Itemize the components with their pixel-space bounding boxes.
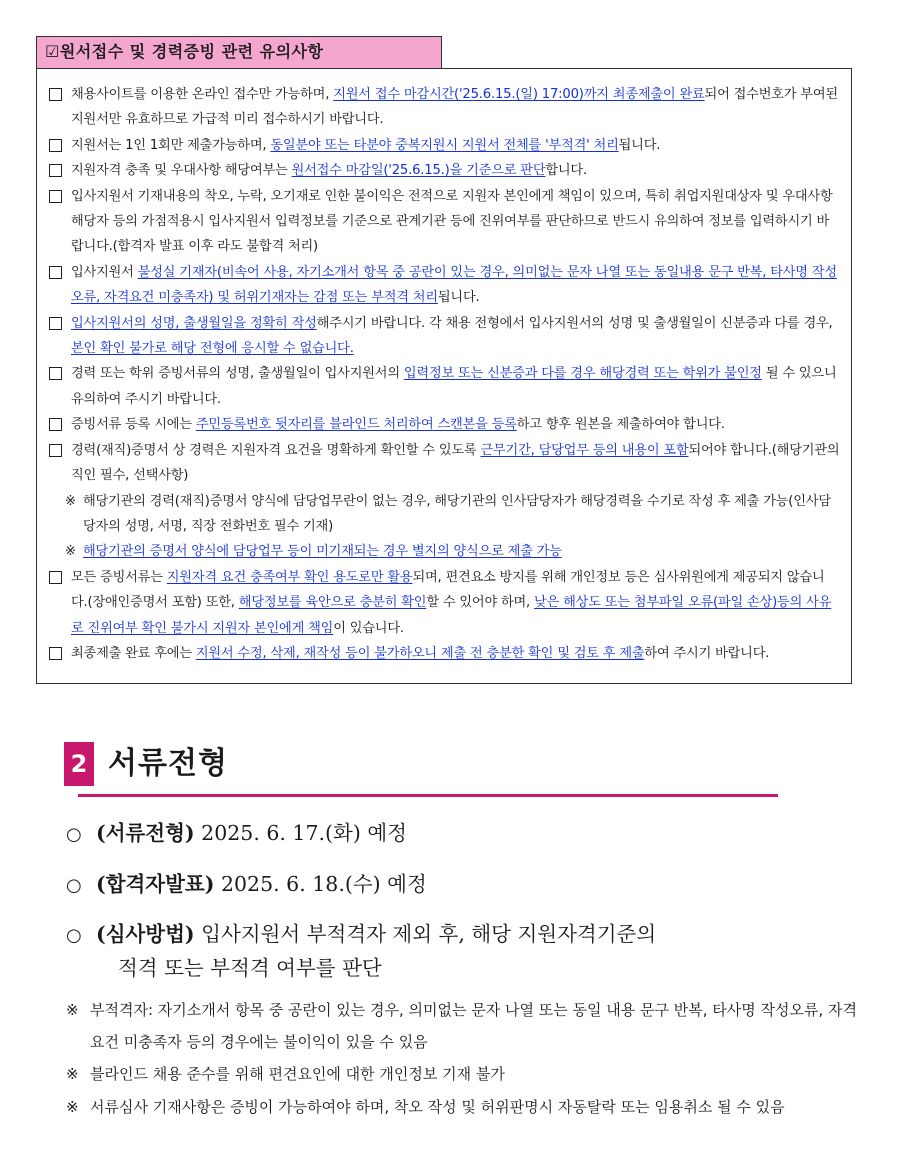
schedule-item: ○ (서류전형) 2025. 6. 17.(화) 예정 — [66, 817, 856, 851]
section-header — [64, 738, 778, 798]
checkbox-icon — [49, 571, 62, 584]
notice-item: 입사지원서 불성실 기재자(비속어 사용, 자기소개서 항목 중 공란이 있는 경우, 의미없는 문자 나열 또는 동일내용 문구 반복, 타사명 작성오류, 자격요건 미충족자) 및 허위기재자는 감점 또는 부적격 처리됩니다. — [49, 260, 841, 311]
note-item: ※ 블라인드 채용 준수를 위해 편견요인에 대한 개인정보 기재 불가 — [66, 1058, 860, 1090]
reference-mark: ※ — [65, 493, 76, 509]
reference-mark: ※ — [66, 1065, 79, 1084]
note-item: ※ 부적격자: 자기소개서 항목 중 공란이 있는 경우, 의미없는 문자 나열 또는 동일 내용 문구 반복, 타사명 작성오류, 자격요건 미충족자 등의 경우에는 불이익이 있을 수 있음 — [66, 994, 860, 1058]
checkbox-icon — [49, 266, 62, 279]
section-divider — [78, 794, 778, 797]
notice-item: 채용사이트를 이용한 온라인 접수만 가능하며, 지원서 접수 마감시간('25.6.15.(일) 17:00)까지 최종제출이 완료되어 접수번호가 부여된 지원서만 유효하므로 가급적 미리 접수하시기 바랍니다. — [49, 82, 841, 133]
checkbox-icon — [49, 444, 62, 457]
notice-item: 모든 증빙서류는 지원자격 요건 충족여부 확인 용도로만 활용되며, 편견요소 방지를 위해 개인정보 등은 심사위원에게 제공되지 않습니다.(장애인증명서 포함) 또한, 해당정보를 육안으로 충분히 확인할 수 있어야 하며, 낮은 해상도 또는 첨부파일 오류(파일 손상)등의 사유로 진위여부 확인 불가시 지원자 본인에게 책임이 있습니다. — [49, 565, 841, 641]
checkbox-icon — [49, 88, 62, 101]
checkbox-icon — [49, 317, 62, 330]
notice-item: 지원자격 충족 및 우대사항 해당여부는 원서접수 마감일('25.6.15.)을 기준으로 판단합니다. — [49, 158, 841, 183]
note-item: ※ 서류심사 기재사항은 증빙이 가능하여야 하며, 착오 작성 및 허위판명시 자동탈락 또는 임용취소 될 수 있음 — [66, 1091, 860, 1123]
bullet-icon: ○ — [66, 824, 82, 845]
notice-reference: ※ 해당기관의 경력(재직)증명서 양식에 담당업무란이 없는 경우, 해당기관의 인사담당자가 해당경력을 수기로 작성 후 제출 가능(인사담당자의 성명, 서명, 직장 전화번호 필수 기재) — [49, 489, 841, 540]
section-title: 서류전형 — [108, 746, 228, 781]
notice-item: 입사지원서 기재내용의 착오, 누락, 오기재로 인한 불이익은 전적으로 지원자 본인에게 책임이 있으며, 특히 취업지원대상자 및 우대사항 해당자 등의 가점적용시 입사지원서 입력정보를 기준으로 관계기관 등에 진위여부를 판단하므로 반드시 유의하여 정보를 입력하시기 바랍니다.(합격자 발표 이후 라도 불합격 처리) — [49, 184, 841, 260]
checkbox-icon — [49, 418, 62, 431]
checkbox-icon — [49, 367, 62, 380]
reference-mark: ※ — [66, 1097, 79, 1116]
checkbox-icon — [49, 190, 62, 203]
checkbox-icon — [49, 139, 62, 152]
bullet-icon: ○ — [66, 925, 82, 946]
notice-reference: ※ 해당기관의 증명서 양식에 담당업무 등이 미기재되는 경우 별지의 양식으로 제출 가능 — [49, 539, 841, 564]
notice-item: 경력 또는 학위 증빙서류의 성명, 출생월일이 입사지원서의 입력정보 또는 신분증과 다를 경우 해당경력 또는 학위가 불인정 될 수 있으니 유의하여 주시기 바랍니다. — [49, 361, 841, 412]
schedule-item: ○ (합격자발표) 2025. 6. 18.(수) 예정 — [66, 868, 856, 902]
reference-mark: ※ — [66, 1001, 79, 1019]
reference-mark: ※ — [65, 544, 76, 560]
bullet-icon: ○ — [66, 875, 82, 896]
notice-item: 증빙서류 등록 시에는 주민등록번호 뒷자리를 블라인드 처리하여 스캔본을 등록하고 향후 원본을 제출하여야 합니다. — [49, 412, 841, 437]
notice-title: ☑원서접수 및 경력증빙 관련 유의사항 — [36, 36, 442, 68]
checkbox-icon — [49, 647, 62, 660]
notice-item: 최종제출 완료 후에는 지원서 수정, 삭제, 재작성 등이 불가하오니 제출 전 충분한 확인 및 검토 후 제출하여 주시기 바랍니다. — [49, 641, 841, 666]
screening-notes — [66, 994, 860, 1123]
section-number: 2 — [64, 742, 94, 786]
notice-box — [36, 68, 852, 684]
notice-item: 경력(재직)증명서 상 경력은 지원자격 요건을 명확하게 확인할 수 있도록 근무기간, 담당업무 등의 내용이 포함되어야 합니다.(해당기관의 직인 필수, 선택사항) — [49, 438, 841, 489]
notice-item: 지원서는 1인 1회만 제출가능하며, 동일분야 또는 타분야 중복지원시 지원서 전체를 '부적격' 처리됩니다. — [49, 133, 841, 158]
notice-item: 입사지원서의 성명, 출생월일을 정확히 작성해주시기 바랍니다. 각 채용 전형에서 입사지원서의 성명 및 출생월일이 신분증과 다를 경우, 본인 확인 불가로 해당 전형에 응시할 수 없습니다. — [49, 311, 841, 362]
checkbox-icon — [49, 164, 62, 177]
schedule-item: ○ (심사방법) 입사지원서 부적격자 제외 후, 해당 지원자격기준의 적격 또는 부적격 여부를 판단 — [66, 918, 856, 985]
